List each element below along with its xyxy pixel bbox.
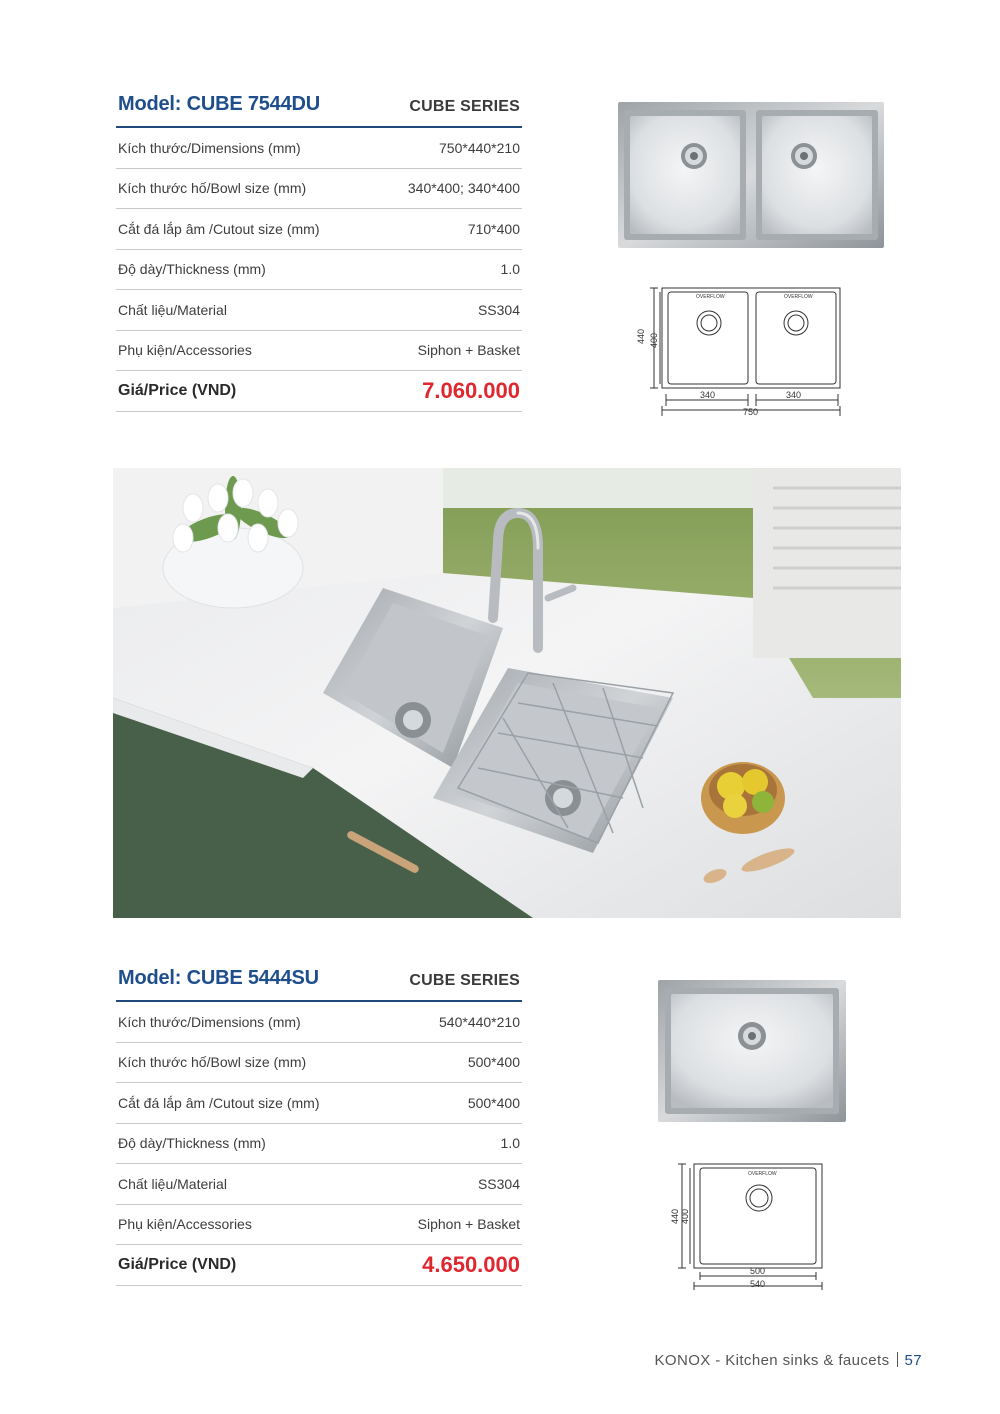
- spec-row-dimensions: [116, 128, 522, 169]
- spec-table-cube-5444su: [116, 962, 522, 1286]
- overflow-label: OVERFLOW: [696, 294, 725, 300]
- spec-value: 1.0: [500, 261, 520, 278]
- spec-value: 500*400: [467, 1094, 520, 1111]
- spec-value: 1.0: [500, 1135, 520, 1152]
- price-label: Giá/Price (VND): [118, 1255, 237, 1273]
- sink-photo-cube-5444su: [658, 980, 846, 1122]
- page-footer: [655, 1352, 922, 1369]
- technical-drawing-cube-5444su: [666, 1160, 828, 1294]
- model-title: Model: CUBE 5444SU: [118, 967, 319, 989]
- overflow-label: OVERFLOW: [784, 294, 813, 300]
- dim-height-inner: 400: [649, 332, 659, 348]
- spec-label: Chất liệu/Material: [118, 301, 227, 318]
- spec-row-price: [116, 371, 522, 412]
- dim-bowl-width-1: 340: [700, 390, 716, 400]
- dim-height-outer: 440: [636, 328, 646, 344]
- spec-value: 750*440*210: [439, 139, 520, 156]
- series-label: CUBE SERIES: [409, 98, 520, 115]
- technical-drawing-cube-7544du: [632, 282, 846, 420]
- spec-label: Độ dày/Thickness (mm): [118, 1135, 266, 1152]
- spec-row-dimensions: [116, 1002, 522, 1043]
- spec-label: Chất liệu/Material: [118, 1175, 227, 1192]
- spec-label: Độ dày/Thickness (mm): [118, 261, 266, 278]
- spec-row-cutout-size: [116, 1083, 522, 1124]
- spec-label: Kích thước/Dimensions (mm): [118, 139, 301, 156]
- spec-value: Siphon + Basket: [417, 1216, 520, 1233]
- spec-label: Kích thước hố/Bowl size (mm): [118, 1054, 307, 1071]
- spec-header: [116, 88, 522, 128]
- dim-total-width: 750: [743, 407, 759, 417]
- spec-row-accessories: [116, 1205, 522, 1246]
- spec-row-material: [116, 290, 522, 331]
- spec-row-thickness: [116, 250, 522, 291]
- spec-value: SS304: [477, 1175, 520, 1192]
- spec-row-bowl-size: [116, 1043, 522, 1084]
- model-title: Model: CUBE 7544DU: [118, 93, 320, 115]
- dim-height-outer: 440: [670, 1208, 680, 1224]
- price-value: 7.060.000: [422, 377, 520, 403]
- overflow-label: OVERFLOW: [748, 1171, 777, 1177]
- spec-value: Siphon + Basket: [417, 342, 520, 359]
- spec-row-bowl-size: [116, 169, 522, 210]
- spec-label: Phụ kiện/Accessories: [118, 1216, 252, 1233]
- price-label: Giá/Price (VND): [118, 381, 237, 399]
- price-value: 4.650.000: [422, 1251, 520, 1277]
- spec-row-cutout-size: [116, 209, 522, 250]
- dim-total-width: 540: [750, 1279, 766, 1289]
- page-number: 57: [904, 1352, 922, 1369]
- spec-row-price: [116, 1245, 522, 1286]
- series-label: CUBE SERIES: [409, 972, 520, 989]
- spec-value: 500*400: [467, 1054, 520, 1071]
- spec-row-thickness: [116, 1124, 522, 1165]
- dim-bowl-width: 500: [750, 1266, 766, 1276]
- sink-photo-cube-7544du: [618, 102, 884, 248]
- dim-height-inner: 400: [680, 1208, 690, 1224]
- spec-value: SS304: [477, 301, 520, 318]
- spec-label: Cắt đá lắp âm /Cutout size (mm): [118, 220, 320, 237]
- spec-header: [116, 962, 522, 1002]
- footer-divider: [897, 1352, 898, 1367]
- spec-table-cube-7544du: [116, 88, 522, 412]
- spec-label: Cắt đá lắp âm /Cutout size (mm): [118, 1094, 320, 1111]
- spec-value: 710*400: [467, 220, 520, 237]
- spec-row-accessories: [116, 331, 522, 372]
- footer-brand: KONOX - Kitchen sinks & faucets: [654, 1352, 890, 1369]
- dim-bowl-width-2: 340: [786, 390, 802, 400]
- spec-label: Phụ kiện/Accessories: [118, 342, 252, 359]
- kitchen-lifestyle-photo: [113, 468, 901, 918]
- spec-value: 340*400; 340*400: [407, 180, 520, 197]
- spec-value: 540*440*210: [439, 1013, 520, 1030]
- spec-label: Kích thước hố/Bowl size (mm): [118, 180, 307, 197]
- spec-row-material: [116, 1164, 522, 1205]
- spec-label: Kích thước/Dimensions (mm): [118, 1013, 301, 1030]
